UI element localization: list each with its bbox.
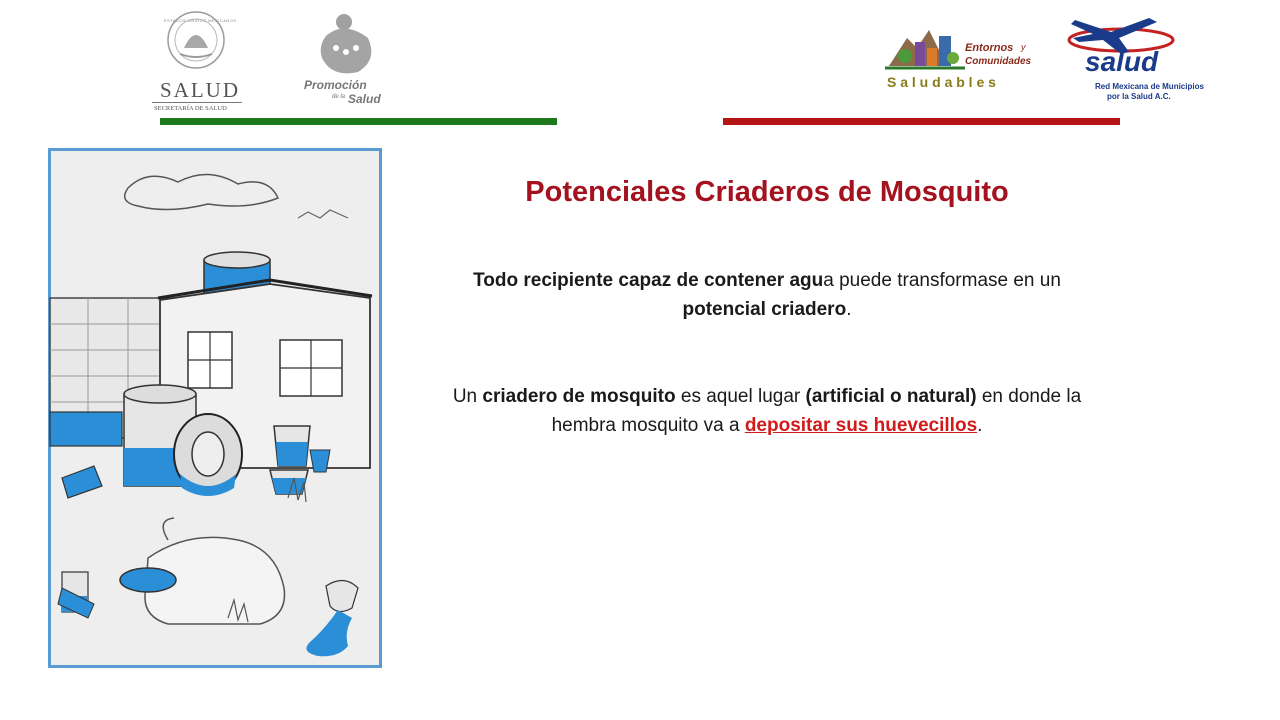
salud-subtitle: SECRETARÍA DE SALUD <box>154 105 227 112</box>
p1-bold-2: potencial criadero <box>682 299 847 320</box>
salud-wordmark: SALUD <box>160 78 241 102</box>
comunidades-word: Comunidades <box>965 56 1032 67</box>
p1-normal-1: a puede transformase en un <box>823 270 1061 291</box>
family-icon <box>300 12 390 74</box>
p2-bold-1: criadero de mosquito <box>482 386 676 407</box>
red-line1: Red Mexicana de Municipios <box>1095 82 1204 91</box>
promocion-salud-word: Salud <box>348 92 381 106</box>
promocion-dela: de la <box>332 94 346 100</box>
entornos-y: y <box>1021 42 1026 52</box>
p2-normal-1: Un <box>452 386 483 407</box>
breeding-sites-illustration <box>48 148 382 668</box>
town-icon <box>885 18 965 70</box>
logo-red-municipios <box>1055 12 1204 101</box>
p2-normal-4: . <box>977 415 983 436</box>
green-divider-bar <box>160 118 557 125</box>
salud-seal-text: ESTADOS UNIDOS MEXICANOS <box>164 18 237 23</box>
p2-bold-2: (artificial o natural) <box>805 386 977 407</box>
logo-promocion-salud <box>300 12 390 110</box>
depositar-huevecillos-link[interactable]: depositar sus huevecillos <box>744 415 978 436</box>
promocion-word: Promoción <box>304 78 367 92</box>
p2-normal-3: en donde la hembra mosquito va a <box>551 386 1082 436</box>
paragraph-criadero <box>440 382 1094 440</box>
p1-bold-1: Todo recipiente capaz de contener agu <box>473 270 824 291</box>
red-line2: por la Salud A.C. <box>1107 92 1171 101</box>
logo-secretaria-salud <box>140 8 252 112</box>
slide-title: Potenciales Criaderos de Mosquito <box>525 176 1009 208</box>
saludables-word: S a l u d a b l e s <box>887 74 996 90</box>
p2-normal-2: es aquel lugar <box>675 386 806 407</box>
red-divider-bar <box>723 118 1120 125</box>
logo-entornos-saludables <box>885 18 1040 93</box>
red-salud-wordmark: salud <box>1085 46 1159 77</box>
salud-divider <box>152 102 242 103</box>
p1-normal-2: . <box>846 299 852 320</box>
entornos-word: Entornos <box>965 42 1014 54</box>
paragraph-recipiente <box>440 266 1094 324</box>
